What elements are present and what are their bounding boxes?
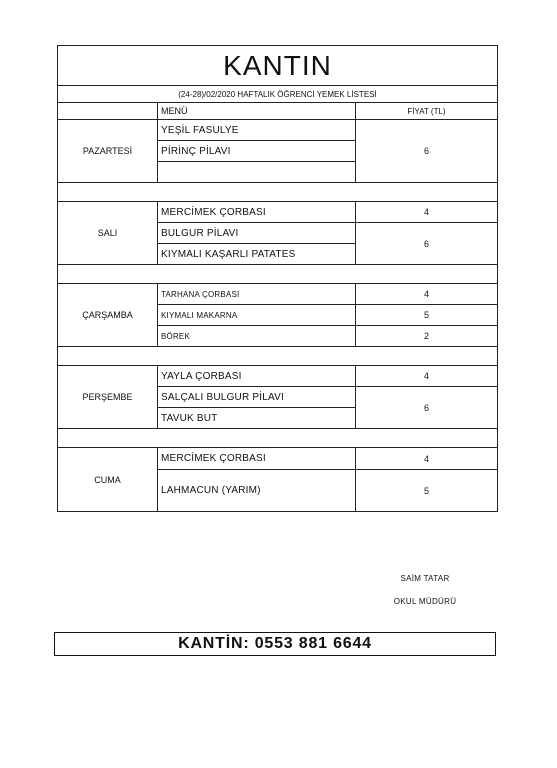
- day-monday: PAZARTESİ: [58, 120, 158, 183]
- week-subtitle: (24-28)/02/2020 HAFTALIK ÖĞRENCİ YEMEK LİSTESİ: [58, 86, 498, 103]
- day-separator: [58, 265, 498, 284]
- menu-item-empty: [158, 162, 356, 183]
- menu-item: TARHANA ÇORBASI: [158, 284, 356, 305]
- menu-item: MERCİMEK ÇORBASI: [158, 202, 356, 223]
- signature-title: OKUL MÜDÜRÜ: [393, 597, 457, 606]
- menu-sheet: [57, 45, 497, 512]
- column-header-price: FİYAT (TL): [356, 103, 498, 120]
- price-cell: 5: [356, 305, 498, 326]
- price-cell: 6: [356, 387, 498, 429]
- menu-item: LAHMACUN (YARIM): [158, 470, 356, 512]
- price-cell: 5: [356, 470, 498, 512]
- price-cell: 6: [356, 120, 498, 183]
- price-cell: 4: [356, 366, 498, 387]
- menu-item: TAVUK BUT: [158, 408, 356, 429]
- price-cell: 2: [356, 326, 498, 347]
- signature-name: SAİM TATAR: [400, 574, 450, 583]
- price-cell: 4: [356, 448, 498, 470]
- price-cell: 6: [356, 223, 498, 265]
- day-thursday: PERŞEMBE: [58, 366, 158, 429]
- menu-table: [57, 45, 498, 512]
- day-friday: CUMA: [58, 448, 158, 512]
- day-wednesday: ÇARŞAMBA: [58, 284, 158, 347]
- column-header-menu: MENÜ: [158, 103, 356, 120]
- price-cell: 4: [356, 202, 498, 223]
- menu-item: BÖREK: [158, 326, 356, 347]
- menu-item: BULGUR PİLAVI: [158, 223, 356, 244]
- header-empty-cell: [58, 103, 158, 120]
- contact-phone-banner: KANTİN: 0553 881 6644: [54, 632, 496, 656]
- menu-item: SALÇALI BULGUR PİLAVI: [158, 387, 356, 408]
- day-separator: [58, 429, 498, 448]
- menu-item: YAYLA ÇORBASI: [158, 366, 356, 387]
- day-separator: [58, 347, 498, 366]
- day-tuesday: SALI: [58, 202, 158, 265]
- menu-item: MERCİMEK ÇORBASI: [158, 448, 356, 470]
- menu-item: PİRİNÇ PİLAVI: [158, 141, 356, 162]
- menu-item: KIYMALI MAKARNA: [158, 305, 356, 326]
- day-separator: [58, 183, 498, 202]
- menu-item: YEŞİL FASULYE: [158, 120, 356, 141]
- page-title: KANTIN: [58, 46, 498, 86]
- price-cell: 4: [356, 284, 498, 305]
- menu-item: KIYMALI KAŞARLI PATATES: [158, 244, 356, 265]
